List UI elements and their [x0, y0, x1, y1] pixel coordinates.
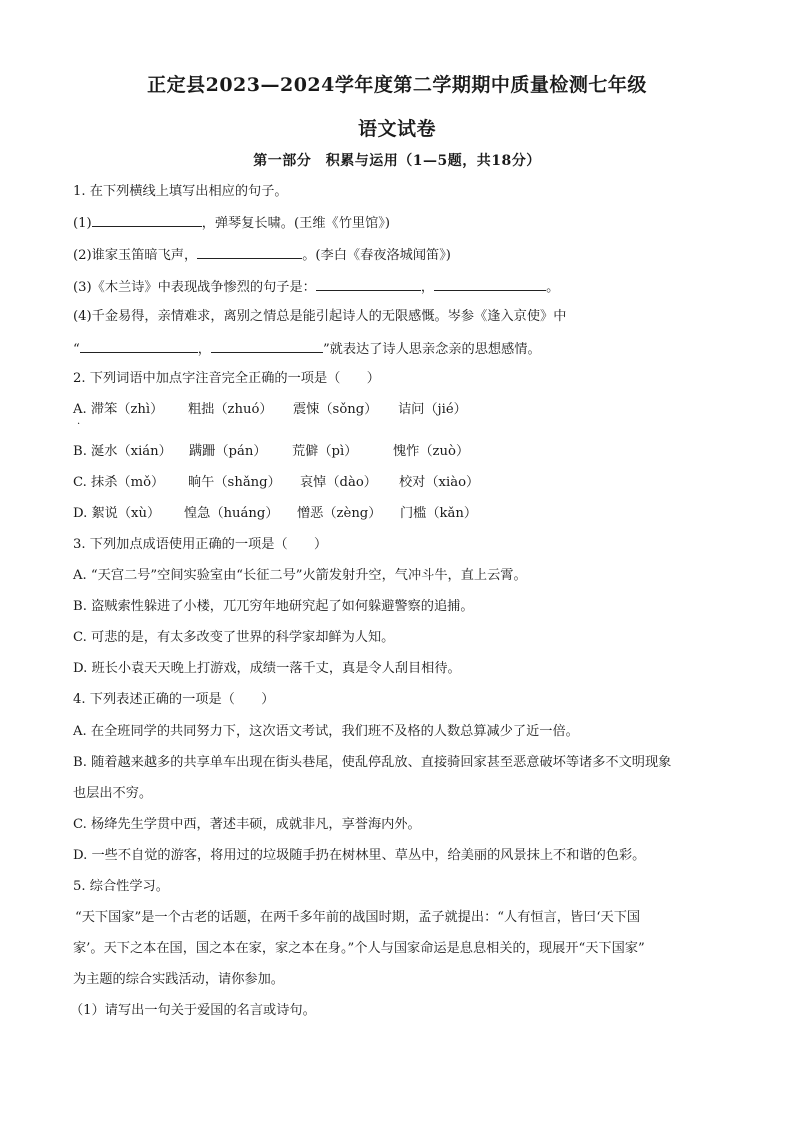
emphasis-dot: . [77, 416, 81, 427]
q5-paragraph-line2: 家’。天下之本在国，国之本在家，家之本在身。”个人与国家命运是息息相关的，现展开“天下国家” [73, 941, 645, 956]
word: 震悚（sǒng） [293, 402, 378, 417]
word: 惶急（huáng） [184, 506, 279, 521]
q4-option-b[interactable]: B. 随着越来越多的共享单车出现在街头巷尾，使乱停乱放、直接骑回家甚至恶意破坏等诸多不文明现象 [73, 755, 672, 770]
q1-sub1-suffix: ，弹琴复长啸。(王维《竹里馆》) [201, 216, 391, 231]
q3-stem: 3. 下列加点成语使用正确的一项是（ ） [73, 537, 328, 552]
q2-option-a[interactable] [73, 400, 467, 420]
exam-subtitle: 语文试卷 [357, 118, 436, 140]
q2-option-d[interactable] [73, 504, 477, 524]
q1-stem: 1. 在下列横线上填写出相应的句子。 [73, 184, 288, 199]
q1-sub2-suffix: 。(李白《春夜洛城闻笛》) [302, 248, 451, 263]
word: A. 滞笨（zhì） [73, 402, 164, 417]
answer-blank[interactable] [211, 338, 323, 353]
q5-paragraph-line1: “天下国家”是一个古老的话题，在两千多年前的战国时期，孟子就提出：“人有恒言，皆曰‘天下国 [75, 910, 641, 925]
word: C. 抹杀（mǒ） [73, 475, 165, 490]
q1-sub4-suffix: ”就表达了诗人思亲念亲的思想感情。 [322, 342, 541, 357]
q1-sub3-mid: ， [420, 280, 435, 295]
q1-sub4-line1: (4)千金易得，亲情难求，离别之情总是能引起诗人的无限感慨。岑参《逢入京使》中 [73, 309, 567, 324]
q3-option-a[interactable]: A. “天宫二号”空间实验室由“长征二号”火箭发射升空，气冲斗牛，直上云霄。 [73, 568, 527, 583]
q1-sub4-mid: ， [197, 342, 211, 357]
exam-title: 正定县2023—2024学年度第二学期期中质量检测七年级 [147, 74, 647, 96]
word: 哀悼（dào） [300, 475, 377, 490]
part-heading: 第一部分 积累与运用（1—5题，共18分） [253, 153, 541, 169]
word: 憎恶（zèng） [297, 506, 382, 521]
word: 粗拙（zhuó） [188, 402, 273, 417]
q2-stem: 2. 下列词语中加点字注音完全正确的一项是（ ） [73, 371, 380, 386]
answer-blank[interactable] [197, 244, 302, 259]
q2-option-b[interactable] [73, 442, 469, 462]
word: D. 絮说（xù） [73, 506, 161, 521]
word: B. 涎水（xián） [73, 444, 172, 459]
answer-blank[interactable] [80, 338, 198, 353]
answer-blank[interactable] [92, 212, 202, 227]
word: 晌午（shǎng） [188, 475, 281, 490]
q1-sub3 [73, 276, 559, 298]
q1-sub2-prefix: (2)谁家玉笛暗飞声， [73, 248, 198, 263]
q4-option-b-cont: 也层出不穷。 [73, 786, 153, 801]
q1-sub3-prefix: (3)《木兰诗》中表现战争惨烈的句子是： [73, 280, 316, 295]
q3-option-c[interactable]: C. 可悲的是，有太多改变了世界的科学家却鲜为人知。 [73, 630, 395, 645]
q1-sub1 [73, 212, 390, 234]
open-quote: “ [73, 342, 80, 357]
q1-sub4-line2 [73, 338, 541, 360]
q5-sub1: （1）请写出一句关于爱国的名言或诗句。 [70, 1003, 316, 1018]
answer-blank[interactable] [316, 276, 421, 291]
q5-paragraph-line3: 为主题的综合实践活动，请你参加。 [73, 972, 284, 987]
q3-option-d[interactable]: D. 班长小袁天天晚上打游戏，成绩一落千丈，真是令人刮目相待。 [73, 661, 461, 676]
word: 校对（xiào） [399, 475, 480, 490]
word: 门槛（kǎn） [400, 506, 478, 521]
q4-option-d[interactable]: D. 一些不自觉的游客，将用过的垃圾随手扔在树林里、草丛中，给美丽的风景抹上不和谐的色彩。 [73, 848, 646, 863]
q3-option-b[interactable]: B. 盗贼索性躲进了小楼，兀兀穷年地研究起了如何躲避警察的追捕。 [73, 599, 474, 614]
answer-blank[interactable] [434, 276, 546, 291]
q4-option-a[interactable]: A. 在全班同学的共同努力下，这次语文考试，我们班不及格的人数总算减少了近一倍。 [73, 724, 579, 739]
q2-option-c[interactable] [73, 473, 479, 493]
q1-sub1-prefix: (1) [73, 216, 92, 231]
word: 蹒跚（pán） [189, 444, 267, 459]
q4-option-c[interactable]: C. 杨绛先生学贯中西，著述丰硕，成就非凡，享誉海内外。 [73, 817, 421, 832]
word: 荒僻（pì） [292, 444, 358, 459]
word: 愧怍（zuò） [393, 444, 470, 459]
q1-sub2 [73, 244, 451, 266]
q4-stem: 4. 下列表述正确的一项是（ ） [73, 692, 275, 707]
q1-sub3-suffix: 。 [546, 280, 560, 295]
word: 诘问（jié） [398, 402, 467, 417]
q5-stem: 5. 综合性学习。 [73, 879, 169, 894]
